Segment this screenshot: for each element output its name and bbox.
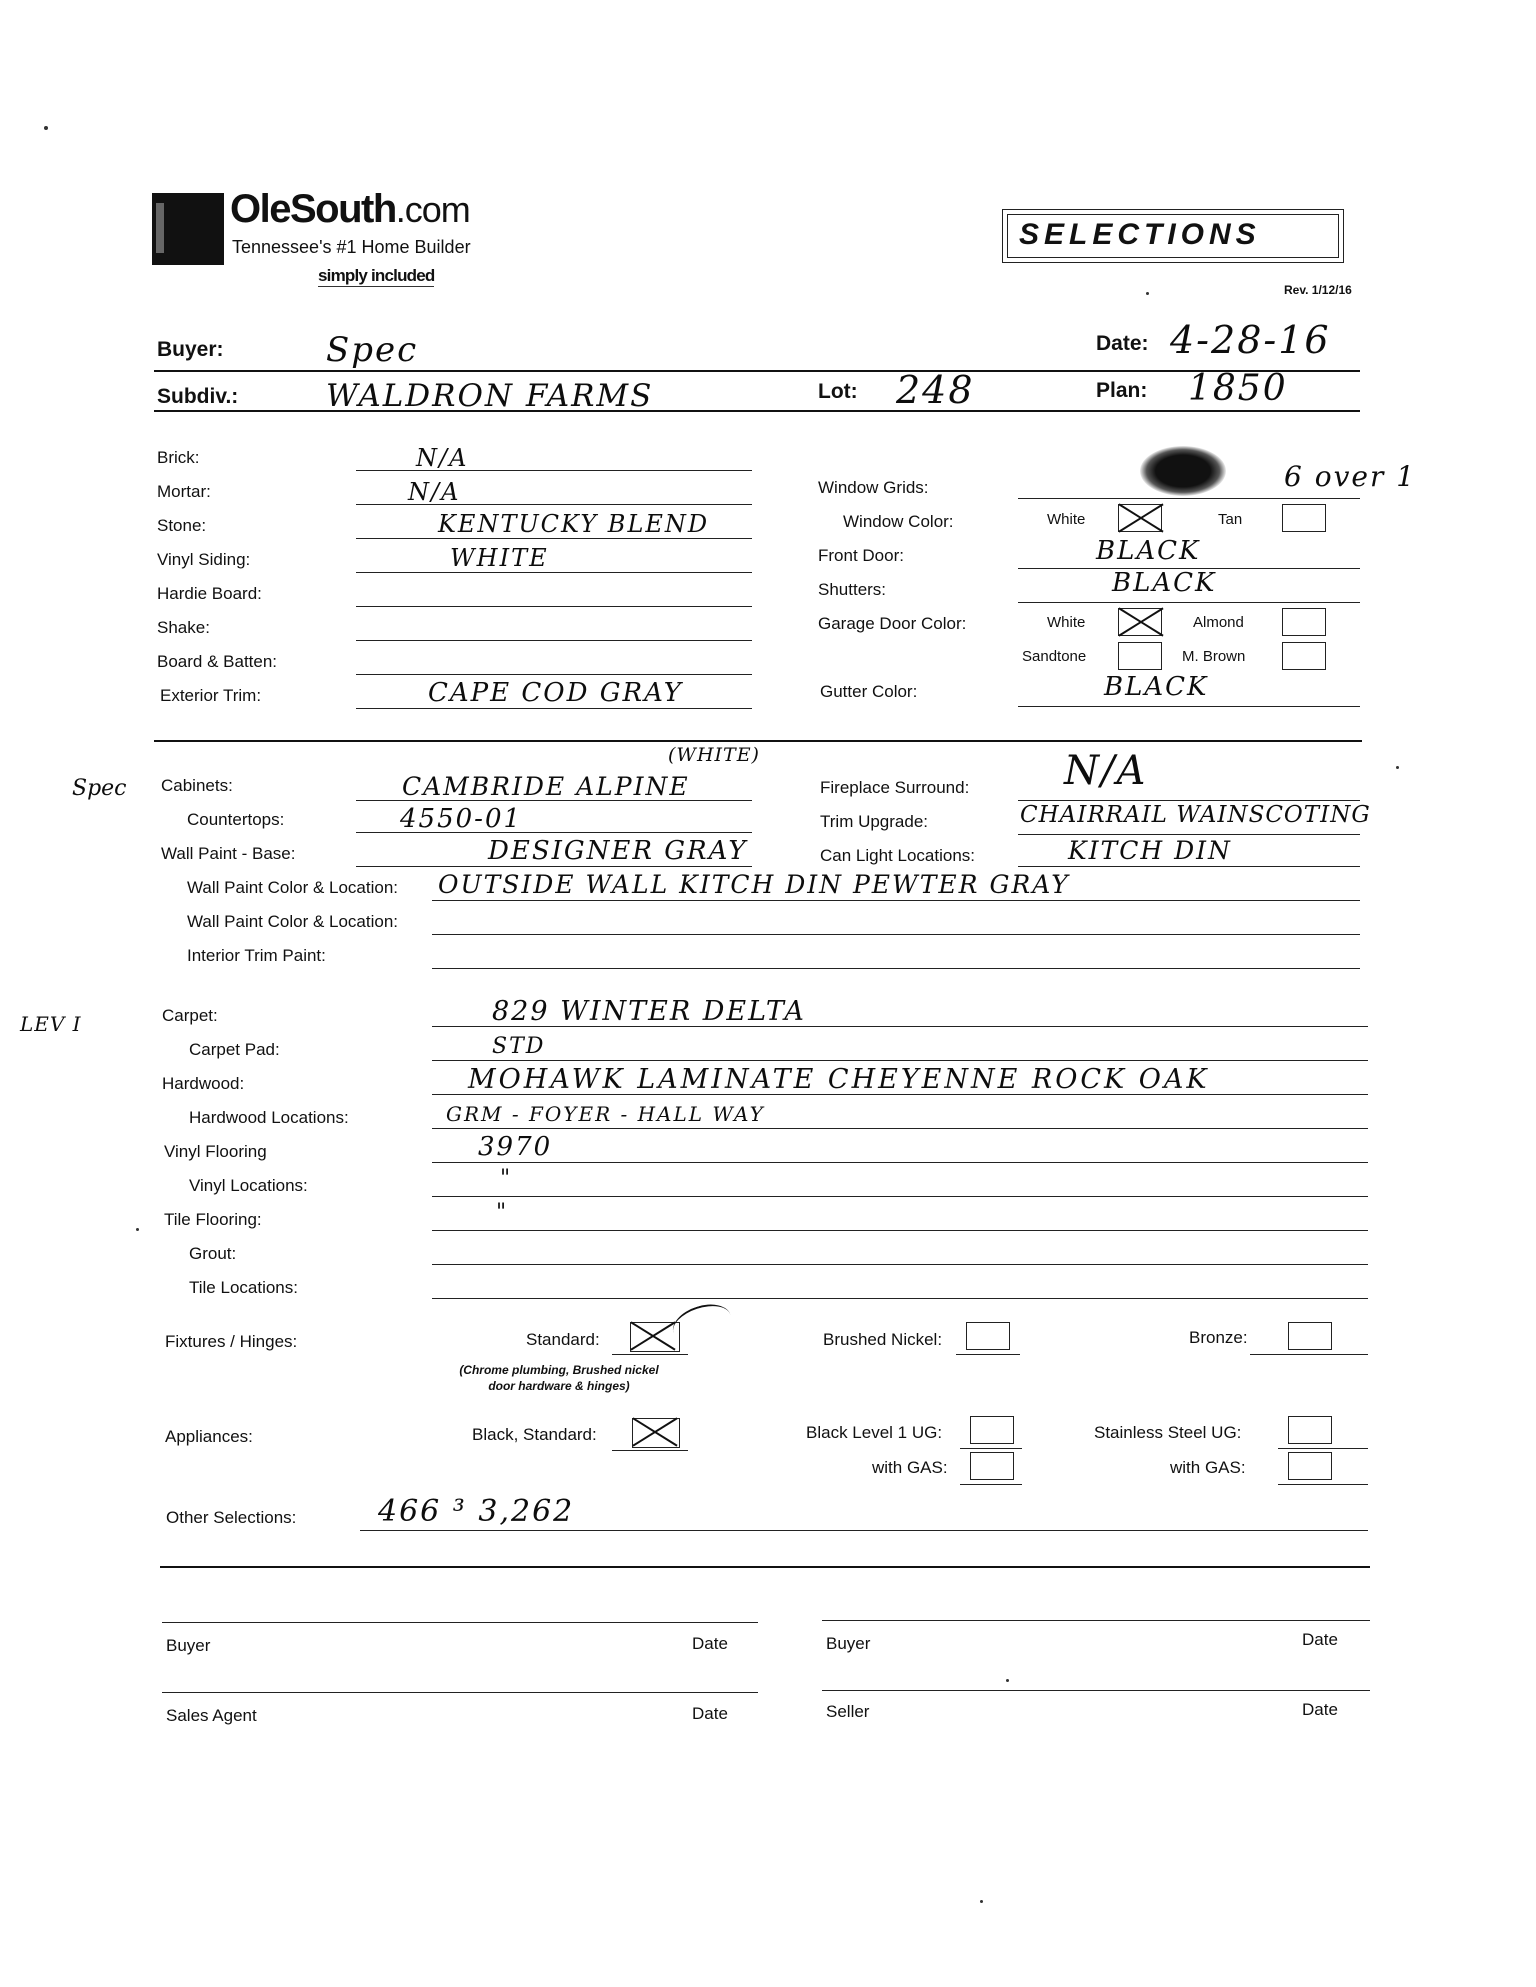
- trim-upgrade-label: Trim Upgrade:: [820, 812, 929, 831]
- signature-date4-label: Date: [1302, 1700, 1338, 1719]
- signature-seller-label: Seller: [826, 1702, 870, 1721]
- vinyl-siding-value: WHITE: [450, 544, 549, 572]
- signature-date3-label: Date: [692, 1704, 728, 1723]
- cabinets-note: (WHITE): [668, 744, 760, 766]
- wall-base-value: DESIGNER GRAY: [488, 836, 748, 866]
- garage-almond-label: Almond: [1193, 614, 1244, 631]
- carpet-value: 829 WINTER DELTA: [492, 996, 806, 1027]
- plan-label: Plan:: [1096, 379, 1148, 402]
- scan-speck: [1146, 292, 1149, 295]
- window-color-white-checkbox[interactable]: [1118, 504, 1162, 532]
- carpet-pad-value: STD: [492, 1034, 546, 1059]
- tile-flooring-value: ": [496, 1200, 509, 1225]
- front-door-value: BLACK: [1096, 536, 1201, 566]
- signature-date1-label: Date: [692, 1634, 728, 1653]
- company-logo: [150, 187, 490, 293]
- tile-flooring-label: Tile Flooring:: [164, 1210, 262, 1229]
- stainless-label: Stainless Steel UG:: [1094, 1423, 1242, 1442]
- fixtures-label: Fixtures / Hinges:: [165, 1332, 298, 1351]
- hardwood-locations-value: GRM - FOYER - HALL WAY: [446, 1102, 765, 1126]
- wall-color2-label: Wall Paint Color & Location:: [187, 912, 399, 931]
- fireplace-label: Fireplace Surround:: [820, 778, 970, 797]
- scan-speck: [44, 126, 48, 130]
- plan-value: 1850: [1188, 368, 1288, 409]
- subdiv-value: WALDRON FARMS: [326, 378, 654, 414]
- garage-almond-checkbox[interactable]: [1282, 608, 1326, 636]
- garage-sandtone-checkbox[interactable]: [1118, 642, 1162, 670]
- signature-date2-label: Date: [1302, 1630, 1338, 1649]
- stainless-gas-checkbox[interactable]: [1288, 1452, 1332, 1480]
- brand-name: OleSouth: [230, 187, 396, 231]
- fixtures-brushed-checkbox[interactable]: [966, 1322, 1010, 1350]
- black-gas-checkbox[interactable]: [970, 1452, 1014, 1480]
- hardwood-label: Hardwood:: [162, 1074, 245, 1093]
- black-level-checkbox[interactable]: [970, 1416, 1014, 1444]
- revision-label: Rev. 1/12/16: [1284, 283, 1352, 297]
- garage-mbrown-label: M. Brown: [1182, 648, 1246, 665]
- window-grids-value: 6 over 1: [1284, 460, 1417, 493]
- garage-door-label: Garage Door Color:: [818, 614, 967, 633]
- shutters-label: Shutters:: [818, 580, 887, 599]
- shake-label: Shake:: [157, 618, 210, 637]
- hardwood-locations-label: Hardwood Locations:: [189, 1108, 349, 1127]
- vinyl-locations-label: Vinyl Locations:: [189, 1176, 308, 1195]
- brand-tagline: Tennessee's #1 Home Builder: [232, 237, 471, 257]
- stone-label: Stone:: [157, 516, 207, 535]
- window-color-white-label: White: [1047, 511, 1086, 528]
- subdiv-line: [154, 410, 1360, 412]
- cabinets-value: CAMBRIDE ALPINE: [402, 772, 690, 801]
- mortar-label: Mortar:: [157, 482, 211, 501]
- carpet-label: Carpet:: [162, 1006, 218, 1025]
- shutters-value: BLACK: [1112, 568, 1217, 598]
- wall-color1-value: OUTSIDE WALL KITCH DIN PEWTER GRAY: [438, 870, 1070, 899]
- brand-suffix: .com: [395, 189, 470, 230]
- date-label: Date:: [1096, 332, 1149, 355]
- wall-base-label: Wall Paint - Base:: [161, 844, 296, 863]
- fireplace-value: N/A: [1064, 748, 1148, 794]
- fixtures-standard-label: Standard:: [526, 1330, 600, 1349]
- date-value: 4-28-16: [1170, 318, 1331, 362]
- other-selections-label: Other Selections:: [166, 1508, 297, 1527]
- fixtures-bronze-label: Bronze:: [1189, 1328, 1248, 1347]
- vinyl-flooring-value: 3970: [478, 1132, 553, 1162]
- black-standard-label: Black, Standard:: [472, 1425, 597, 1444]
- scan-speck: [1006, 1679, 1009, 1682]
- gutter-color-value: BLACK: [1104, 672, 1209, 702]
- mortar-value: N/A: [408, 478, 461, 506]
- margin-note-spec: Spec: [72, 776, 127, 801]
- black-gas-label: with GAS:: [872, 1458, 948, 1477]
- appliances-label: Appliances:: [165, 1427, 253, 1446]
- scan-speck: [136, 1228, 139, 1231]
- window-color-label: Window Color:: [843, 512, 954, 531]
- hardie-board-label: Hardie Board:: [157, 584, 262, 603]
- vinyl-flooring-label: Vinyl Flooring: [164, 1142, 267, 1161]
- stainless-checkbox[interactable]: [1288, 1416, 1332, 1444]
- garage-mbrown-checkbox[interactable]: [1282, 642, 1326, 670]
- brand-slogan: simply included: [318, 266, 435, 285]
- window-color-tan-label: Tan: [1218, 511, 1243, 528]
- lot-label: Lot:: [818, 380, 858, 403]
- other-selections-value: 466 ³ 3,262: [378, 1494, 575, 1529]
- window-color-tan-checkbox[interactable]: [1282, 504, 1326, 532]
- countertops-value: 4550-01: [400, 804, 523, 834]
- vinyl-locations-value: ": [500, 1166, 513, 1191]
- interior-trim-paint-label: Interior Trim Paint:: [187, 946, 326, 965]
- signature-agent-label: Sales Agent: [166, 1706, 257, 1725]
- vinyl-siding-label: Vinyl Siding:: [157, 550, 251, 569]
- bottom-divider: [160, 1566, 1370, 1568]
- buyer-value: Spec: [326, 330, 419, 370]
- garage-sandtone-label: Sandtone: [1022, 648, 1087, 665]
- form-title: SELECTIONS: [1019, 218, 1261, 251]
- subdiv-label: Subdiv.:: [157, 385, 239, 408]
- checkmark-swoosh-icon: [668, 1298, 736, 1351]
- fixtures-bronze-checkbox[interactable]: [1288, 1322, 1332, 1350]
- signature-buyer1-label: Buyer: [166, 1636, 211, 1655]
- garage-white-checkbox[interactable]: [1118, 608, 1162, 636]
- can-light-value: KITCH DIN: [1068, 836, 1232, 865]
- stone-value: KENTUCKY BLEND: [438, 510, 710, 538]
- form-title-box: [1002, 209, 1344, 263]
- trim-upgrade-value: CHAIRRAIL WAINSCOTING: [1020, 802, 1371, 828]
- gutter-color-label: Gutter Color:: [820, 682, 918, 701]
- garage-white-label: White: [1047, 614, 1086, 631]
- brick-label: Brick:: [157, 448, 200, 467]
- fixtures-brushed-label: Brushed Nickel:: [823, 1330, 943, 1349]
- can-light-label: Can Light Locations:: [820, 846, 975, 865]
- signature-buyer2-label: Buyer: [826, 1634, 871, 1653]
- black-level-label: Black Level 1 UG:: [806, 1423, 943, 1442]
- wall-color1-label: Wall Paint Color & Location:: [187, 878, 399, 897]
- exterior-trim-label: Exterior Trim:: [160, 686, 262, 705]
- tile-locations-label: Tile Locations:: [189, 1278, 298, 1297]
- scan-speck: [1396, 766, 1399, 769]
- scan-speck: [980, 1900, 983, 1903]
- logo-mark-icon: [152, 193, 224, 265]
- lot-value: 248: [896, 368, 975, 412]
- margin-note-level: LEV I: [20, 1012, 82, 1036]
- grout-label: Grout:: [189, 1244, 237, 1263]
- countertops-label: Countertops:: [187, 810, 285, 829]
- brick-value: N/A: [416, 444, 469, 472]
- section-divider: [154, 740, 1362, 742]
- buyer-label: Buyer:: [157, 338, 224, 361]
- cabinets-label: Cabinets:: [161, 776, 233, 795]
- stainless-gas-label: with GAS:: [1170, 1458, 1246, 1477]
- buyer-line: [154, 370, 1360, 372]
- black-standard-checkbox[interactable]: [632, 1418, 680, 1448]
- scribble-mark: [1140, 446, 1226, 496]
- front-door-label: Front Door:: [818, 546, 904, 565]
- board-batten-label: Board & Batten:: [157, 652, 278, 671]
- hardwood-value: MOHAWK LAMINATE CHEYENNE ROCK OAK: [468, 1064, 1210, 1095]
- carpet-pad-label: Carpet Pad:: [189, 1040, 280, 1059]
- exterior-trim-value: CAPE COD GRAY: [428, 678, 683, 708]
- fixtures-standard-note: (Chrome plumbing, Brushed nickel door hardware & hinges): [459, 1363, 659, 1393]
- window-grids-label: Window Grids:: [818, 478, 929, 497]
